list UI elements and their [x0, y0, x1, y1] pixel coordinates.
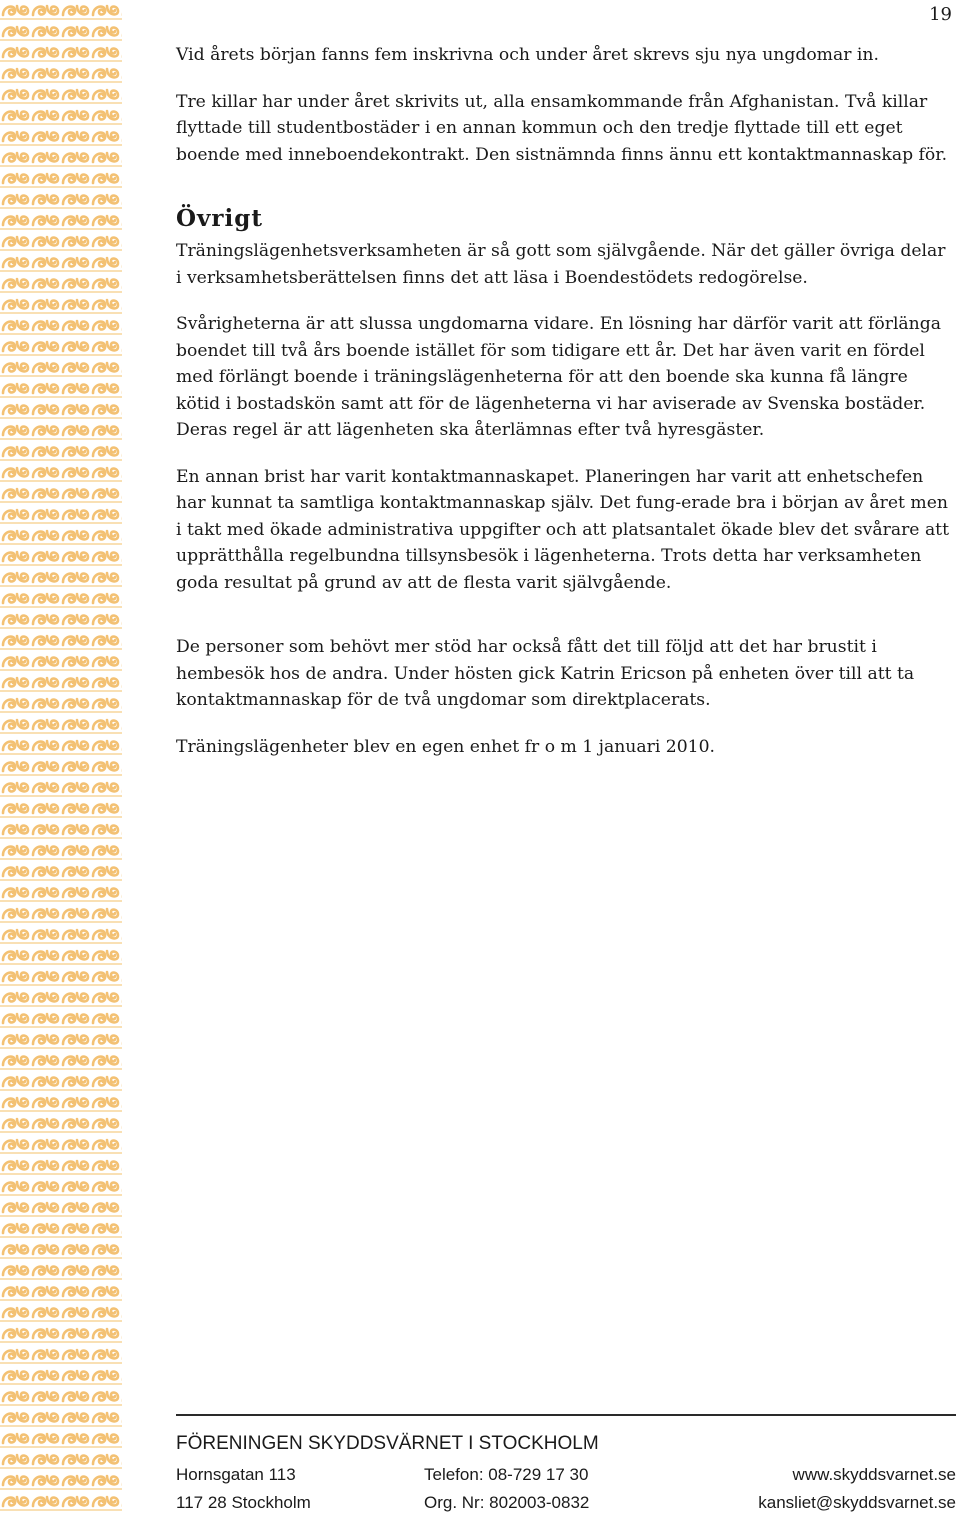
paragraph-section-5: Träningslägenheter blev en egen enhet fr o m 1 januari 2010.: [176, 736, 716, 757]
paragraph-section-4: De personer som behövt mer stöd har också fått det till följd att det har brustit i hembesök hos de andra. Under hösten gick Katrin Ericson på enheten över till att ta kontaktmannaskap för de två ungdomar som direktplacerats.: [176, 637, 915, 710]
document-body: [176, 42, 956, 780]
page-number: 19: [929, 4, 952, 25]
paragraph-intro-1: Vid årets början fanns fem inskrivna och under året skrevs sju nya ungdomar in.: [176, 45, 879, 65]
paragraph-section-3: En annan brist har varit kontaktmannaskapet. Planeringen har varit att enhetschefen har kunnat ta samtliga kontaktmannaskap själv. Det fung-erade bra i början av året men i takt med ökade administrativa uppgifter och att platsantalet ökade blev det svårare att upprätthålla regelbundna tillsynsbesök i lägenheterna. Trots detta har verksamheten goda resultat på grund av att de flesta varit självgående.: [176, 466, 950, 593]
paragraph-section-2: Svårigheterna är att slussa ungdomarna vidare. En lösning har därför varit att förlänga boendet till två års boende istället för som tidigare ett år. Det har även varit en fördel med förlängt boende i träningslägenheterna för att den boende ska kunna få längre kötid i bostadskön samt att för de lägenheterna vi har aviserade av Svenska bostäder. Deras regel är att lägenheten ska återlämnas efter två hyresgäster.: [176, 314, 942, 440]
footer-postal: 117 28 Stockholm: [176, 1493, 311, 1512]
footer-website[interactable]: www.skyddsvarnet.se: [792, 1465, 956, 1484]
decorative-swirl-border: [0, 0, 122, 1516]
paragraph-intro-2: Tre killar har under året skrivits ut, alla ensamkommande från Afghanistan. Två killar flyttade till studentbostäder i en annan kommun och den tredje flyttade till ett eget boende med inneboendekontrakt. Den sistnämnda finns ännu ett kontaktmannaskap för.: [176, 91, 948, 165]
footer-address: Hornsgatan 113: [176, 1465, 296, 1484]
footer-organization: FÖRENINGEN SKYDDSVÄRNET I STOCKHOLM: [176, 1433, 599, 1454]
paragraph-section-1: Träningslägenhetsverksamheten är så gott som självgående. När det gäller övriga delar i verksamhetsberättelsen finns det att läsa i Boendestödets redogörelse.: [176, 241, 946, 288]
section-heading: Övrigt: [176, 205, 263, 232]
footer-divider: [176, 1414, 956, 1416]
footer: [176, 1414, 956, 1521]
footer-phone: Telefon: 08-729 17 30: [424, 1465, 589, 1484]
footer-email[interactable]: kansliet@skyddsvarnet.se: [758, 1493, 956, 1512]
footer-org-nr: Org. Nr: 802003-0832: [424, 1493, 590, 1512]
